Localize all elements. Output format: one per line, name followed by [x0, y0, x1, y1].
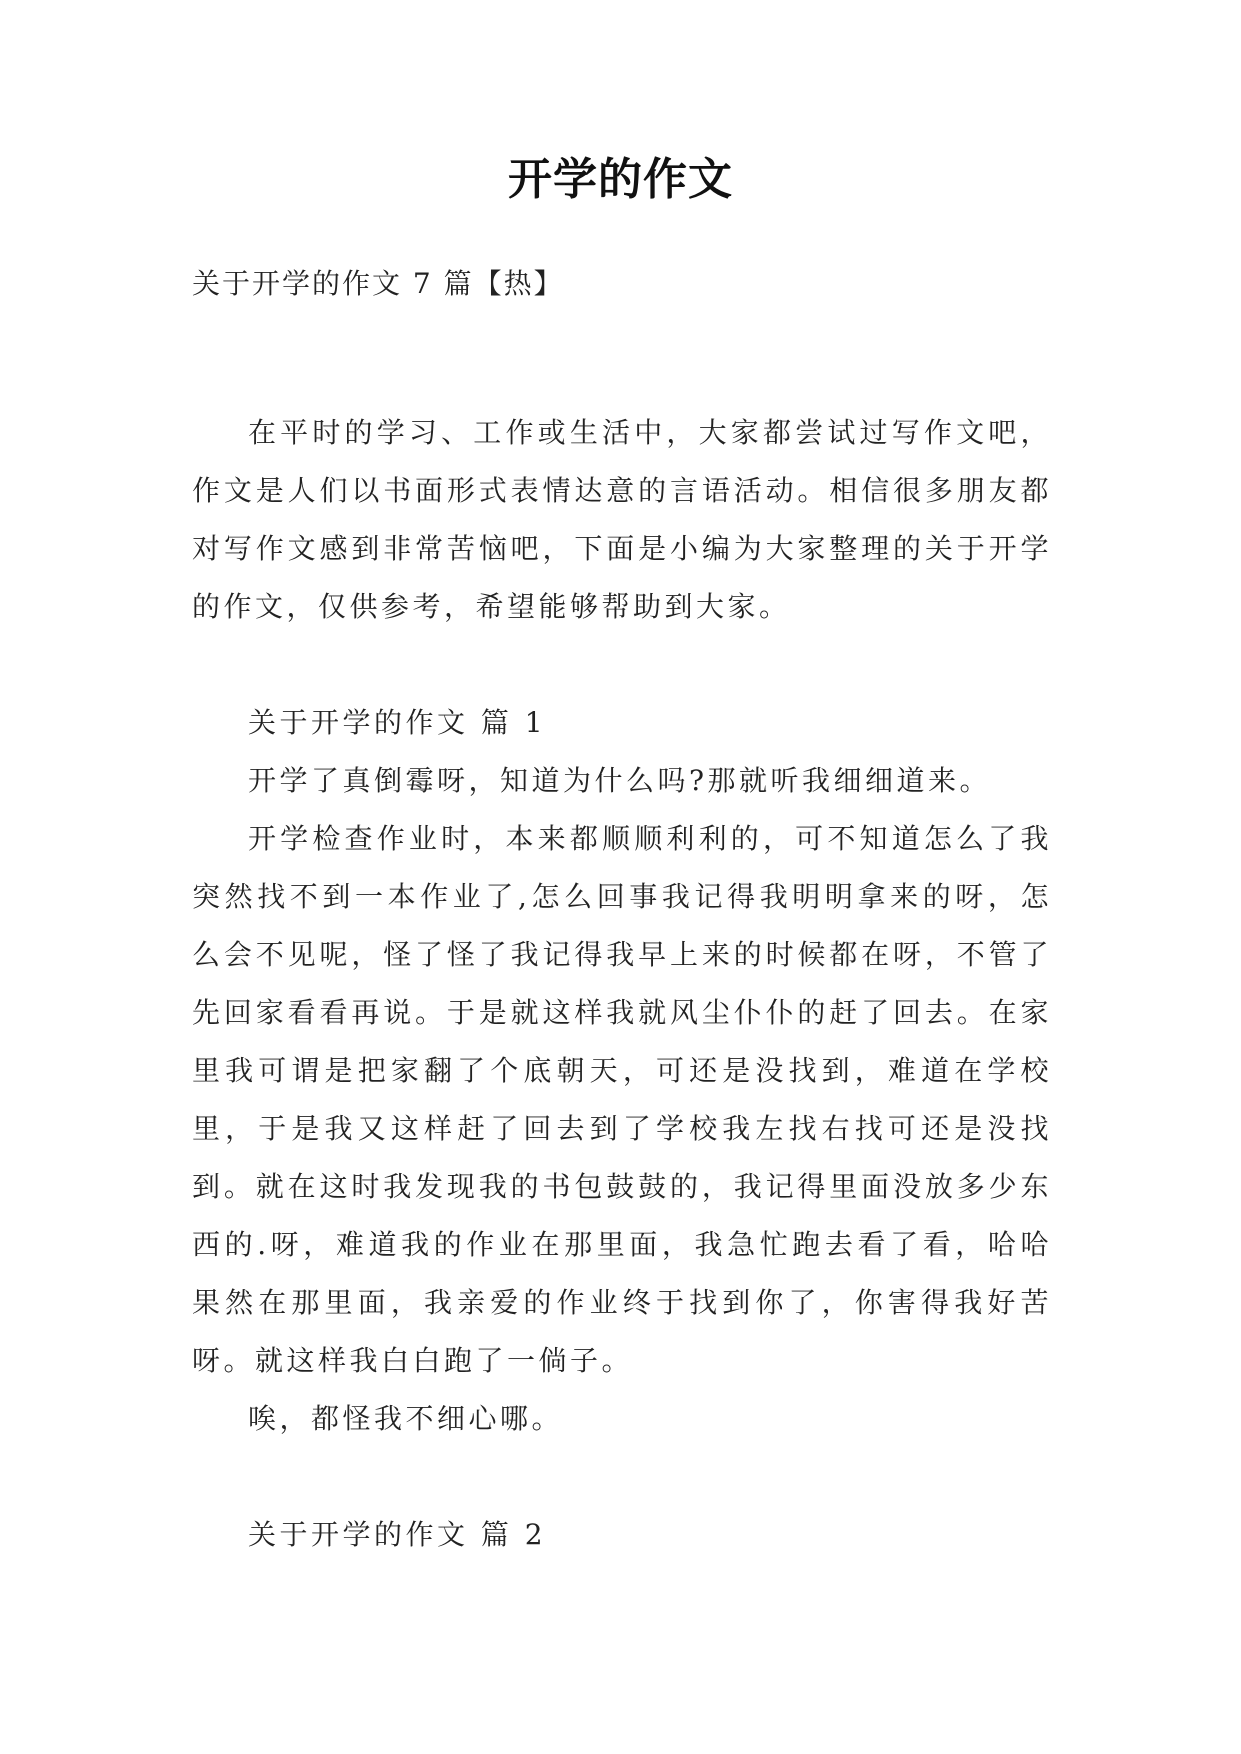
section-1-paragraph-2: 开学检查作业时，本来都顺顺利利的，可不知道怎么了我突然找不到一本作业了,怎么回事我记得我明明拿来的呀，怎么会不见呢，怪了怪了我记得我早上来的时候都在呀，不管了先回家看看再说。于是就这样我就风尘仆仆的赶了回去。在家里我可谓是把家翻了个底朝天，可还是没找到，难道在学校里，于是我又这样赶了回去到了学校我左找右找可还是没找到。就在这时我发现我的书包鼓鼓的，我记得里面没放多少东西的.呀，难道我的作业在那里面，我急忙跑去看了看，哈哈果然在那里面，我亲爱的作业终于找到你了，你害得我好苦呀。就这样我白白跑了一倘子。	[192, 822, 1052, 1377]
section-1-heading: 关于开学的作文 篇 1	[248, 706, 547, 739]
intro-paragraph: 在平时的学习、工作或生活中，大家都尝试过写作文吧，作文是人们以书面形式表情达意的言语活动。相信很多朋友都对写作文感到非常苦恼吧，下面是小编为大家整理的关于开学的作文，仅供参考，希望能够帮助到大家。	[192, 416, 1052, 623]
section-2-heading: 关于开学的作文 篇 2	[248, 1518, 547, 1551]
document-title: 开学的作文	[508, 154, 733, 205]
section-1-paragraph-3: 唉，都怪我不细心哪。	[248, 1402, 564, 1435]
document-body	[192, 404, 1052, 1564]
section-1-paragraph-1: 开学了真倒霉呀，知道为什么吗?那就听我细细道来。	[248, 764, 992, 797]
document-subtitle: 关于开学的作文 7 篇【热】	[192, 267, 564, 300]
